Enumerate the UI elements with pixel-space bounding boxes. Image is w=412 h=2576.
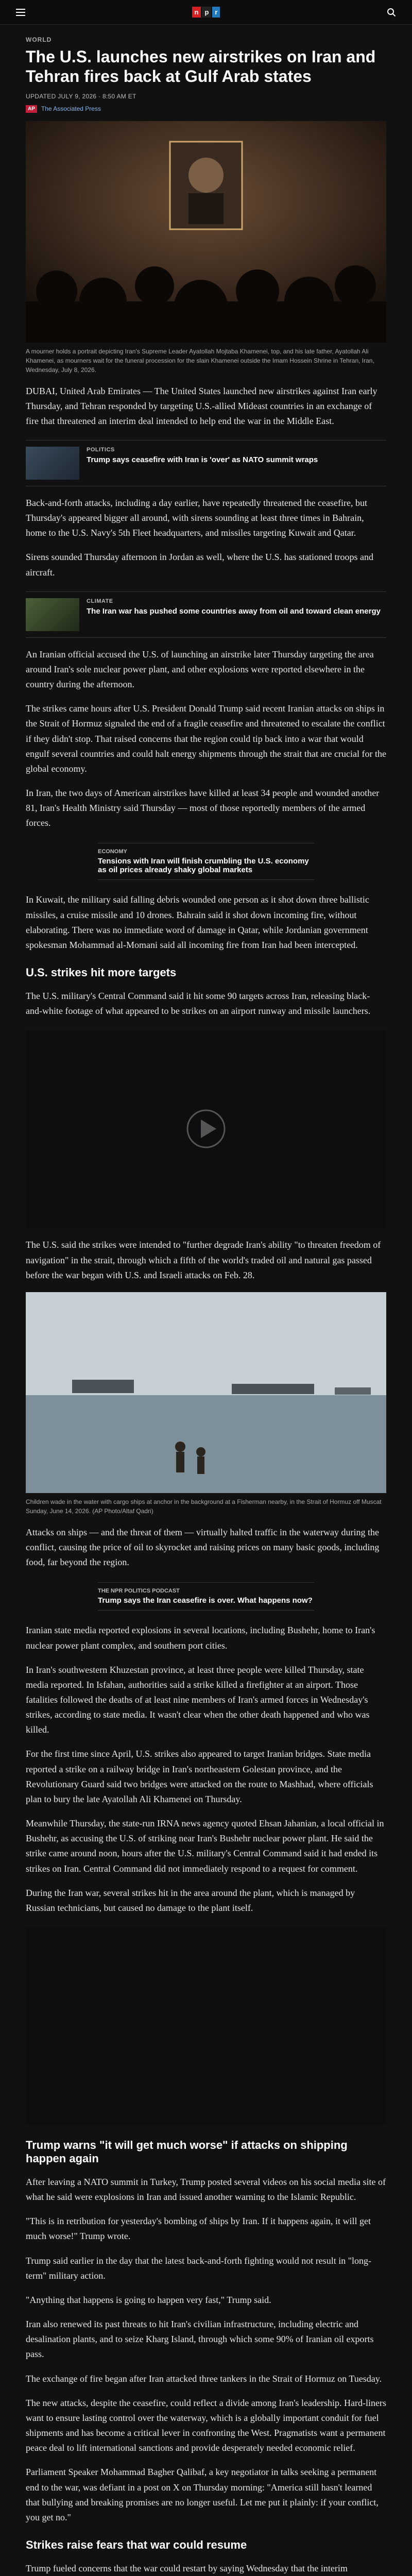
related-title: The Iran war has pushed some countries away from oil and toward clean energy (87, 606, 381, 616)
paragraph: Meanwhile Thursday, the state-run IRNA news agency quoted Ehsan Jahanian, a local official in Bushehr, as accusing the U.S. of striking near Iran's Bushehr nuclear power plant. He said the strike came around noon, hours after the U.S. military's Central Command said it had ended its strikes on Iran. Central Command did not immediately respond to a request for comment. (26, 1818, 384, 1874)
paragraph: Trump said earlier in the day that the latest back-and-forth fighting would not result in "long-term" military action. (26, 2255, 372, 2281)
related-title: Trump says the Iran ceasefire is over. What happens now? (98, 1596, 313, 1605)
logo-letter: n (192, 7, 201, 18)
section-heading: Strikes raise fears that war could resume (26, 2538, 247, 2551)
media-frame-illustration (26, 1927, 386, 2125)
related-title: Trump says ceasefire with Iran is 'over' as NATO summit wraps (87, 455, 318, 464)
related-kicker: THE NPR POLITICS PODCAST (98, 1588, 180, 1595)
paragraph: "Anything that happens is going to happen very fast," Trump said. (26, 2294, 271, 2305)
seascape-illustration (26, 1292, 386, 1493)
photo-caption: Children wade in the water with cargo ships at anchor in the background at a Fisherman nearby, in the Strait of Hormuz off Muscat Sunday, June 14, 2026. (AP Photo/Altaf Qadri) (26, 1498, 382, 1515)
strait-photo[interactable] (26, 1292, 386, 1493)
article-main (26, 25, 386, 2576)
related-story-card[interactable] (26, 591, 386, 638)
paragraph: Iranian state media reported explosions in several locations, including Bushehr, home to Iran's nuclear power plant complex, and southern port cities. (26, 1625, 375, 1651)
paragraph: The strikes came hours after U.S. President Donald Trump said recent Iranian attacks on ships in the Strait of Hormuz signaled the end of a fragile ceasefire and threatened to escalate the conflict if they didn't stop. That raised concerns that the region could tip back into a war that would engulf several countries and could halt energy shipments through the strait that are crucial for the global economy. (26, 703, 386, 774)
top-navigation-bar (0, 0, 412, 25)
section-heading: Trump warns "it will get much worse" if attacks on shipping happen again (26, 2139, 348, 2165)
paragraph: For the first time since April, U.S. strikes also appeared to target Iranian bridges. State media reported a strike on a railway bridge in Iran's northeastern Golestan province, and the Revolutionary Guard said two bridges were attacked on the route to Mashhad, where officials plan to bury the late Ayatollah Ali Khamenei on Thursday. (26, 1749, 373, 1804)
paragraph: In Iran, the two days of American airstrikes have killed at least 34 people and wounded another 81, Iran's Health Ministry said Thursday — most of those reportedly members of the armed forces. (26, 788, 380, 828)
article-title: The U.S. launches new airstrikes on Iran and Tehran fires back at Gulf Arab states (26, 47, 376, 86)
paragraph: During the Iran war, several strikes hit in the area around the plant, which is managed by Russian technicians, but caused no damage to the plant itself. (26, 1887, 355, 1913)
paragraph: DUBAI, United Arab Emirates — The United States launched new airstrikes against Iran early Thursday, and Tehran responded by targeting U.S.-allied Mideast countries in an exchange of fire that threatened an interim deal intended to help end the war in the Middle East. (26, 385, 377, 426)
paragraph: The new attacks, despite the ceasefire, could reflect a divide among Iran's leadership. Hard-liners want to ensure lasting control over the waterway, which is a globally important conduit for fuel shipments and has become a critical lever in confronting the West. Pragmatists want a permanent peace deal to lift international sanctions and provide desperately needed economic relief. (26, 2397, 386, 2453)
search-icon[interactable] (385, 6, 398, 19)
video-frame-illustration (26, 1030, 386, 1228)
paragraph: After leaving a NATO summit in Turkey, Trump posted several videos on his social media site of what he said were explosions in Iran and issued another warning to the Islamic Republic. (26, 2177, 386, 2202)
paragraph: Attacks on ships — and the threat of them — virtually halted traffic in the waterway during the conflict, causing the price of oil to skyrocket and raising prices on many basic goods, including food, far beyond the region. (26, 1527, 380, 1568)
paragraph: Iran also renewed its past threats to hit Iran's civilian infrastructure, including electric and desalination plants, and to seize Kharg Island, through which some 90% of Iranian oil exports pass. (26, 2319, 374, 2360)
paragraph: Back-and-forth attacks, including a day earlier, have repeatedly threatened the ceasefire, but Thursday's appeared bigger all around, with sirens sounding at least three times in Bahrain, home to the U.S. Navy's 5th Fleet headquarters, and missiles targeting Kuwait and Qatar. (26, 497, 367, 538)
crowd-photo-illustration (26, 121, 386, 343)
related-thumbnail (26, 447, 79, 480)
lead-photo-caption: A mourner holds a portrait depicting Iran's Supreme Leader Ayatollah Mojtaba Khamenei, top, and his late father, Ayatollah Ali Khamenei, as mourners wait for the funeral procession for the slain Khamenei outside the Imam Hossein Shrine in Tehran, Iran, Wednesday, July 8, 2026. (26, 347, 374, 374)
paragraph: Sirens sounded Thursday afternoon in Jordan as well, where the U.S. has stationed troops and aircraft. (26, 552, 374, 578)
paragraph: The U.S. said the strikes were intended to "further degrade Iran's ability "to threaten freedom of navigation" in the strait, through which a fifth of the world's traded oil and natural gas passed before the war began with U.S. and Israeli attacks on Feb. 28. (26, 1240, 381, 1280)
related-kicker: CLIMATE (87, 598, 113, 604)
paragraph: Trump fueled concerns that the war could restart by saying Wednesday that the interim (26, 2563, 348, 2573)
related-story-card[interactable] (26, 440, 386, 486)
logo-letter: r (212, 7, 220, 18)
related-kicker: ECONOMY (98, 849, 127, 855)
paragraph: In Kuwait, the military said falling debris wounded one person as it shot down three ballistic missiles, a cruise missile and 10 drones. Bahrain said it shot down incoming fire, without elaborating. There was no immediate word of damage in Qatar, while Jordanian government spokesman Mohammad al-Momani said all incoming fire from Iran had been intercepted. (26, 894, 369, 950)
logo-letter: p (202, 7, 211, 18)
related-story-inline[interactable] (98, 843, 314, 880)
podcast-promo[interactable] (98, 1582, 314, 1611)
byline-source[interactable] (26, 105, 386, 113)
paragraph: "This is in retribution for yesterday's bombing of ships by Iran. If it happens again, it will get much worse!" Trump wrote. (26, 2216, 371, 2242)
section-kicker[interactable]: WORLD (26, 36, 52, 43)
ap-logo: AP (26, 105, 37, 113)
section-heading: U.S. strikes hit more targets (26, 966, 177, 979)
related-kicker: POLITICS (87, 446, 115, 453)
byline-label: The Associated Press (41, 105, 101, 112)
embedded-media[interactable] (26, 1927, 386, 2125)
paragraph: In Iran's southwestern Khuzestan province, at least three people were killed Thursday, state media reported. In Isfahan, authorities said a strike killed a firefighter at an airport. Those fatalities followed the deaths of at least nine members of Iran's armed forces in Wednesday's strikes, according to state media. It wasn't clear when the other death happened and who was killed. (26, 1664, 370, 1735)
article-dateline: UPDATED JULY 9, 2026 · 8:50 AM ET (26, 92, 136, 100)
lead-photo[interactable] (26, 121, 386, 343)
paragraph: The U.S. military's Central Command said it hit some 90 targets across Iran, releasing black-and-white footage of what appeared to be strikes on an airport runway and missile launchers. (26, 991, 371, 1016)
hamburger-menu-icon[interactable] (14, 6, 27, 19)
paragraph: Parliament Speaker Mohammad Bagher Qalibaf, a key negotiator in talks seeking a permanent end to the war, was defiant in a post on X on Thursday morning: "America still hasn't learned that bullying and breaking promises are no longer useful. Let me put it plainly: if your conflict, you get no." (26, 2467, 379, 2522)
related-title: Tensions with Iran will finish crumbling the U.S. economy as oil prices already shaky global markets (98, 857, 309, 875)
video-still[interactable] (26, 1030, 386, 1228)
paragraph: An Iranian official accused the U.S. of launching an airstrike later Thursday targeting the area around Iran's sole nuclear power plant, and other explosions were reported elsewhere in the country during the afternoon. (26, 649, 374, 690)
npr-logo[interactable] (192, 7, 220, 18)
paragraph: The exchange of fire began after Iran attacked three tankers in the Strait of Hormuz on Tuesday. (26, 2373, 382, 2384)
related-thumbnail (26, 598, 79, 631)
